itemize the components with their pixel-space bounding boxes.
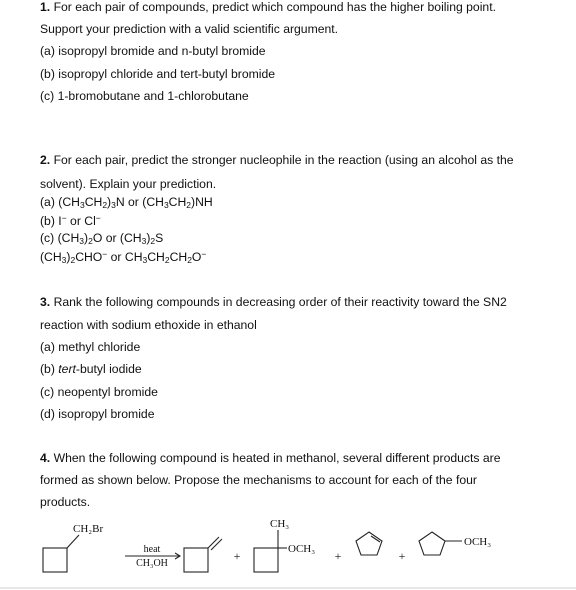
product-1-structure	[184, 537, 222, 572]
plus-sign-2: +	[334, 549, 342, 563]
product-3-structure	[356, 532, 382, 555]
question-4-line-2: formed as shown below. Propose the mechanisms to account for each of the four	[40, 473, 477, 487]
question-2-option-c: (c) $(CH_3)_2O$ or $(CH_3)_2S$	[40, 231, 164, 246]
condition-top-label: heat	[143, 544, 161, 555]
question-4-text-1: When the following compound is heated in methanol, several different products are	[53, 451, 501, 465]
question-1-option-a: (a) isopropyl bromide and n-butyl bromide	[40, 44, 266, 58]
question-3-option-b: (b) tert-butyl iodide	[40, 362, 142, 376]
question-4-line-3: products.	[40, 495, 91, 509]
question-2-option-d: $(CH_3)_2CHO^-$ or $CH_3CH_2CH_2O^-$	[40, 249, 207, 265]
question-1-line-2: Support your prediction with a valid scientific argument.	[40, 22, 339, 36]
question-2-line-1	[40, 153, 514, 167]
question-3-number: 3.	[40, 295, 51, 309]
question-2-option-b: (b) I− or Cl−	[40, 213, 101, 228]
product-2-structure	[254, 530, 287, 572]
question-3-line-1	[40, 295, 507, 309]
condition-bottom-label: CH₃OH	[136, 558, 168, 569]
substituent-label: CH₂Br	[73, 523, 104, 535]
methyl-label: CH₃	[270, 518, 290, 530]
starting-material-cyclobutyl	[43, 535, 79, 572]
question-3-text-1: Rank the following compounds in decreasing order of their reactivity toward the SN2	[53, 295, 507, 309]
question-4-line-1	[40, 451, 500, 465]
question-2-number: 2.	[40, 153, 51, 167]
question-3-option-c: (c) neopentyl bromide	[40, 385, 158, 399]
methoxy-label-2: OCH₃	[464, 536, 492, 548]
question-4-number: 4.	[40, 451, 51, 465]
plus-sign-1: +	[233, 549, 241, 563]
question-1-text-1: For each pair of compounds, predict which compound has the higher boiling point.	[53, 0, 496, 14]
question-3-line-2: reaction with sodium ethoxide in ethanol	[40, 318, 257, 332]
product-4-structure	[419, 532, 462, 555]
question-3-option-a: (a) methyl chloride	[40, 340, 141, 354]
question-2-text-1: For each pair, predict the stronger nucleophile in the reaction (using an alcohol as the	[53, 153, 514, 167]
plus-sign-3: +	[398, 549, 406, 563]
question-1-option-b: (b) isopropyl chloride and tert-butyl bromide	[40, 67, 276, 81]
question-1-line-1	[40, 0, 496, 14]
page-bottom-divider	[0, 587, 576, 589]
methoxy-label-1: OCH₃	[288, 543, 316, 555]
question-2-option-a: (a) $(CH_3CH_2)_3N$ or $(CH_3CH_2)NH$	[40, 195, 213, 210]
question-2-line-2: solvent). Explain your prediction.	[40, 177, 217, 191]
reaction-scheme	[0, 508, 576, 590]
question-1-number: 1.	[40, 0, 51, 14]
question-1-option-c: (c) 1-bromobutane and 1-chlorobutane	[40, 89, 249, 103]
question-3-option-d: (d) isopropyl bromide	[40, 407, 155, 421]
